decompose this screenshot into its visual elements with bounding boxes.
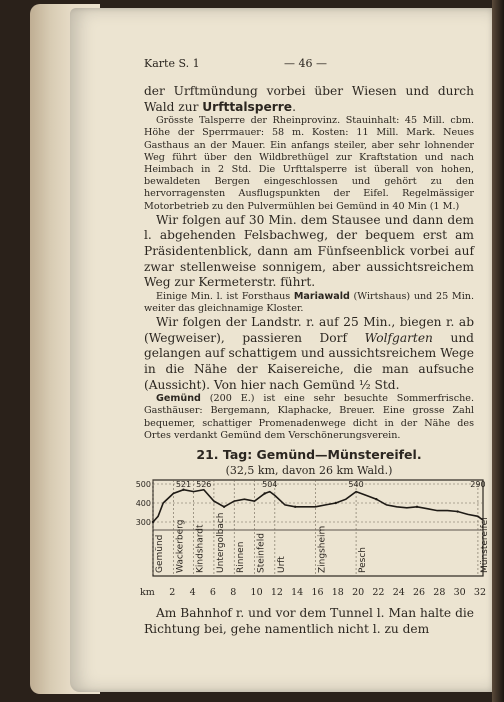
- place-label: Rinnen: [236, 541, 247, 573]
- place-label: Kindshardt: [195, 524, 206, 573]
- paragraph-2: Wir folgen auf 30 Min. dem Stausee und dann dem l. abgehenden Felsbachweg, der bequem erst am Präsidentenblick, dann am Fünfseenblick vorbei auf zwar stellenweise sonnigem, aber aussichtsreichem Weg zur Kermeterstr. führt.: [144, 212, 474, 290]
- note-urfttalsperre: Grösste Talsperre der Rheinprovinz. Stauinhalt: 45 Mill. cbm. Höhe der Sperrmauer: 58 m. Kosten: 11 Mill. Mark. Neues Gasthaus an der Mauer. Ein anfangs steiler, aber sehr lohnender Weg führt über den Wildbrethügel zur Kraftstation und nach Heimbach in 2 Std. Die Urfttalsperre ist überall von hohen, bewaldeten Bergen eingeschlossen und gehört zu den hervorragensten Ausflugspunkten der Eifel. Regelmässiger Motorbetrieb zu den Pulvermühlen bei Gemünd in 40 Min (1 M.): [144, 115, 474, 212]
- elevation-point: [294, 506, 296, 508]
- section-subtitle: (32,5 km, davon 26 km Wald.): [225, 463, 393, 477]
- km-tick-label: 30: [453, 587, 466, 598]
- place-label: Gemünd: [155, 534, 165, 573]
- elevation-point: [335, 502, 337, 504]
- place-label: Untergolbach: [215, 512, 226, 573]
- elevation-point: [263, 492, 265, 494]
- km-tick-label: 18: [331, 587, 344, 598]
- paragraph-4: Am Bahnhof r. und vor dem Tunnel l. Man halte die Richtung bei, gehe namentlich nicht l. zu dem: [144, 606, 474, 636]
- peak-label: 521: [175, 480, 192, 489]
- place-label: Pesch: [358, 547, 369, 573]
- place-label: Steinfeld: [256, 533, 267, 573]
- km-tick-label: 26: [413, 587, 426, 598]
- km-tick-label: 10: [250, 587, 263, 598]
- peak-label: 290: [470, 480, 486, 489]
- km-tick-label: 4: [189, 587, 196, 598]
- elevation-profile-chart: [135, 470, 490, 582]
- section-title: 21. Tag: Gemünd—Münstereifel.: [196, 446, 422, 462]
- elevation-point: [223, 506, 225, 508]
- elevation-point: [456, 510, 458, 512]
- km-tick-label: 12: [270, 587, 283, 598]
- paragraph-1: der Urftmündung vorbei über Wiesen und durch Wald zur Urfttalsperre.: [144, 84, 474, 114]
- peak-label: 540: [348, 480, 364, 489]
- km-tick-label: 14: [291, 587, 304, 598]
- book-spine: [492, 0, 504, 702]
- paragraph-3: Wir folgen der Landstr. r. auf 25 Min., biegen r. ab (Wegweiser), passieren Dorf Wolfgarten und gelangen auf schattigem und aussichtsreichem Wege in die Nähe der Kaisereiche, die man aufsuche (Aussicht). Von hier nach Gemünd ½ Std.: [144, 315, 474, 392]
- place-label: Wackerberg: [175, 519, 186, 573]
- place-urfttalsperre: Urfttalsperre: [202, 99, 293, 114]
- place-label: Münstereifel: [479, 517, 490, 573]
- elevation-line: [153, 490, 483, 522]
- y-tick-label: 500: [135, 480, 151, 489]
- map-reference: Karte S. 1: [144, 57, 200, 70]
- km-tick-label: 32: [473, 587, 487, 598]
- page-body-end: [144, 606, 474, 637]
- km-tick-label: 28: [433, 587, 446, 598]
- km-tick-label: 22: [372, 587, 385, 598]
- km-axis-label: km: [140, 587, 155, 598]
- place-gemuend: Gemünd: [156, 393, 201, 405]
- km-tick-label: 2: [169, 587, 176, 598]
- km-axis: [140, 587, 485, 601]
- peak-label: 504: [262, 480, 278, 489]
- elevation-point: [152, 521, 154, 523]
- km-tick-label: 24: [392, 587, 405, 598]
- page-body: [144, 84, 474, 477]
- elevation-point: [416, 506, 418, 508]
- y-tick-label: 400: [135, 499, 151, 508]
- note-gemuend: Gemünd (200 E.) ist eine sehr besuchte Sommerfrische. Gasthäuser: Bergemann, Klaphacke, Breuer. Eine grosse Zahl bequemer, schattiger Promenadenwege dicht in der Nähe des Ortes verdankt Gemünd dem Verschönerungsverein.: [144, 393, 474, 441]
- note-mariawald: Einige Min. l. ist Forsthaus Mariawald (Wirtshaus) und 25 Min. weiter das gleichnamige Kloster.: [144, 290, 474, 314]
- place-label: Urft: [276, 556, 287, 573]
- peak-label: 526: [196, 480, 212, 489]
- page-header: [144, 57, 474, 71]
- km-tick-label: 20: [352, 587, 365, 598]
- page-number: — 46 —: [284, 57, 327, 70]
- place-label: Zingsheim: [317, 525, 328, 573]
- y-tick-label: 300: [135, 518, 151, 527]
- km-tick-label: 16: [311, 587, 324, 598]
- km-tick-label: 6: [209, 587, 216, 598]
- elevation-point: [375, 498, 377, 500]
- place-wolfgarten: Wolfgarten: [364, 330, 433, 345]
- km-tick-label: 8: [230, 587, 237, 598]
